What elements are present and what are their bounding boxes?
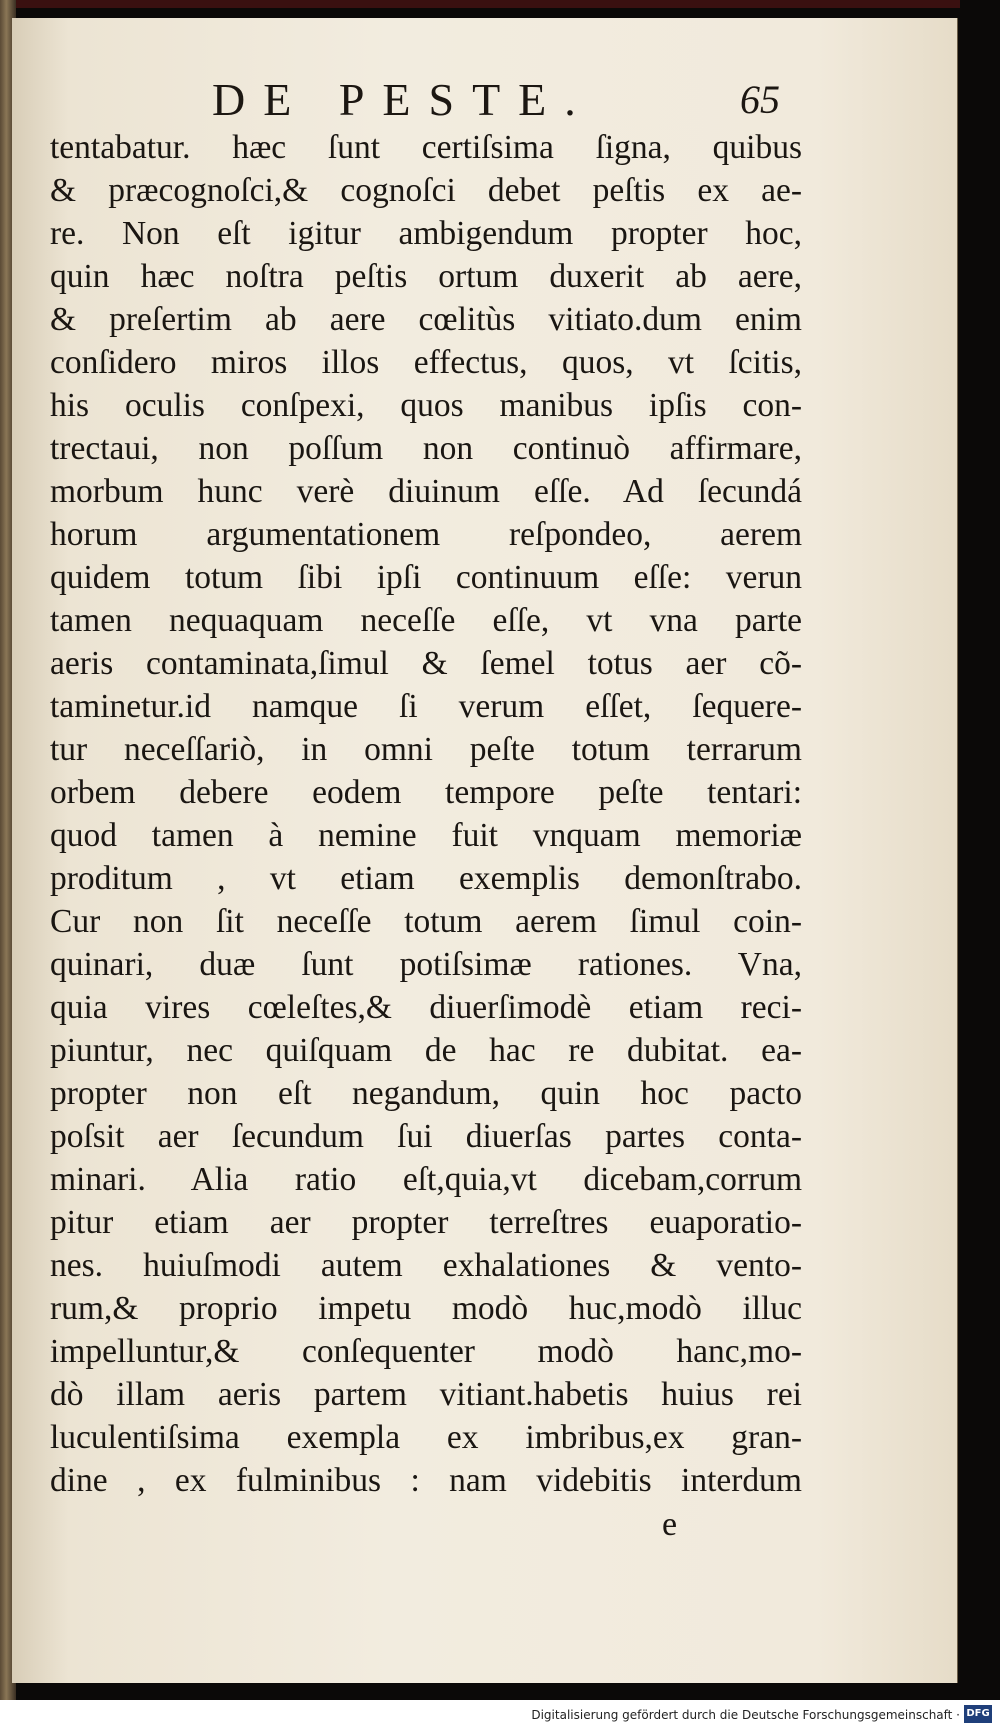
text-line: trectaui, non poſſum non continuò affirmare, <box>50 430 802 467</box>
text-line: taminetur.id namque ſi verum eſſet, ſequere- <box>50 688 802 725</box>
text-line: quinari, duæ ſunt potiſsimæ rationes. Vna, <box>50 946 802 983</box>
text-line: & præcognoſci,& cognoſci debet peſtis ex ae- <box>50 172 802 209</box>
text-line: Cur non ſit neceſſe totum aerem ſimul coin- <box>50 903 802 940</box>
text-line: minari. Alia ratio eſt,quia,vt dicebam,corrum <box>50 1161 802 1198</box>
text-line: poſsit aer ſecundum ſui diuerſas partes conta- <box>50 1118 802 1155</box>
funding-credit: Digitalisierung gefördert durch die Deutsche Forschungsgemeinschaft · <box>531 1708 960 1722</box>
text-line: his oculis conſpexi, quos manibus ipſis con- <box>50 387 802 424</box>
text-line: quia vires cœleſtes,& diuerſimodè etiam reci- <box>50 989 802 1026</box>
text-line: quin hæc noſtra peſtis ortum duxerit ab aere, <box>50 258 802 295</box>
text-line: re. Non eſt igitur ambigendum propter hoc, <box>50 215 802 252</box>
text-line: & preſertim ab aere cœlitùs vitiato.dum enim <box>50 301 802 338</box>
text-line: rum,& proprio impetu modò huc,modò illuc <box>50 1290 802 1327</box>
text-line: conſidero miros illos effectus, quos, vt ſcitis, <box>50 344 802 381</box>
digitization-footer <box>0 1700 1000 1730</box>
text-line: proditum , vt etiam exemplis demonſtrabo. <box>50 860 802 897</box>
text-line: piuntur, nec quiſquam de hac re dubitat. ea- <box>50 1032 802 1069</box>
page-header <box>12 70 957 130</box>
text-line: horum argumentationem reſpondeo, aerem <box>50 516 802 553</box>
text-line: dine , ex fulminibus : nam videbitis interdum <box>50 1462 802 1499</box>
text-line: morbum hunc verè diuinum eſſe. Ad ſecundá <box>50 473 802 510</box>
text-line: quod tamen à nemine fuit vnquam memoriæ <box>50 817 802 854</box>
text-line: nes. huiuſmodi autem exhalationes & vento- <box>50 1247 802 1284</box>
text-line: pitur etiam aer propter terreſtres euaporatio- <box>50 1204 802 1241</box>
scan-top-edge <box>0 0 960 8</box>
text-line: tamen nequaquam neceſſe eſſe, vt vna parte <box>50 602 802 639</box>
running-head: DE PESTE. <box>212 74 594 125</box>
text-line: aeris contaminata,ſimul & ſemel totus aer cõ- <box>50 645 802 682</box>
text-line: tur neceſſariò, in omni peſte totum terrarum <box>50 731 802 768</box>
book-page <box>12 18 958 1683</box>
text-line: tentabatur. hæc ſunt certiſsima ſigna, quibus <box>50 129 802 166</box>
text-line: orbem debere eodem tempore peſte tentari: <box>50 774 802 811</box>
body-text <box>50 126 802 1502</box>
text-line: luculentiſsima exempla ex imbribus,ex gran- <box>50 1419 802 1456</box>
page-number: 65 <box>740 77 780 122</box>
text-line: impelluntur,& conſequenter modò hanc,mo- <box>50 1333 802 1370</box>
dfg-logo: DFG <box>964 1705 992 1723</box>
text-line: propter non eſt negandum, quin hoc pacto <box>50 1075 802 1112</box>
text-line: dò illam aeris partem vitiant.habetis huius rei <box>50 1376 802 1413</box>
text-line: quidem totum ſibi ipſi continuum eſſe: verun <box>50 559 802 596</box>
catchword: e <box>662 1506 678 1543</box>
